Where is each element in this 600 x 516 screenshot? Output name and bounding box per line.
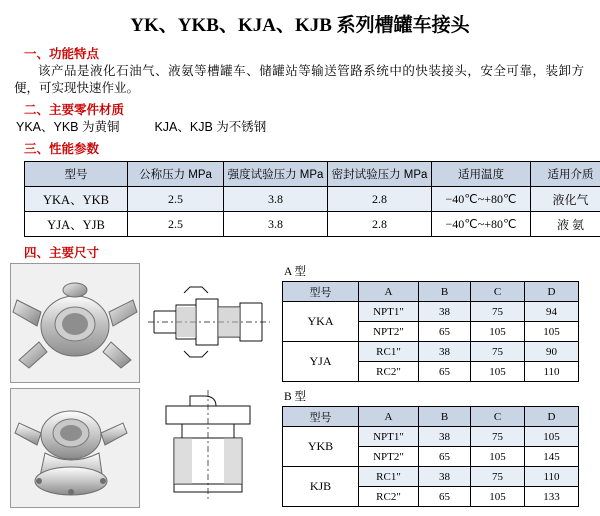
table-row — [283, 467, 579, 487]
dima-r1-c1: NPT2" — [359, 322, 419, 342]
coupling-photo-a — [10, 263, 140, 383]
coupling-drawing-b — [144, 388, 274, 506]
table-row — [283, 427, 579, 447]
dima-r3-c1: RC2" — [359, 362, 419, 382]
section-heading-material: 二、主要零件材质 — [24, 103, 125, 117]
dimb-r2-c2: 38 — [419, 467, 471, 487]
dimb-r2-c1: RC1" — [359, 467, 419, 487]
performance-table — [24, 161, 600, 237]
dimb-r1-c1: NPT2" — [359, 447, 419, 467]
perf-r1-c0: YJA、YJB — [25, 212, 128, 237]
dima-r3-c2: 65 — [419, 362, 471, 382]
perf-col-4: 适用温度 — [432, 162, 531, 187]
dimb-col-2: B — [419, 407, 471, 427]
perf-r0-c1: 2.5 — [128, 187, 224, 212]
type-label-a: A 型 — [284, 266, 307, 278]
perf-r0-c4: −40℃~+80℃ — [432, 187, 531, 212]
dimb-group-0: YKB — [283, 427, 359, 467]
dimb-r2-c4: 110 — [525, 467, 579, 487]
perf-col-2: 强度试验压力 MPa — [224, 162, 328, 187]
dima-r2-c1: RC1" — [359, 342, 419, 362]
perf-r1-c2: 3.8 — [224, 212, 328, 237]
perf-col-5: 适用介质 — [531, 162, 600, 187]
dimb-r3-c1: RC2" — [359, 487, 419, 507]
table-header-row — [283, 407, 579, 427]
dima-r0-c2: 38 — [419, 302, 471, 322]
section-heading-dimensions: 四、主要尺寸 — [24, 246, 100, 260]
table-row — [283, 342, 579, 362]
perf-r1-c1: 2.5 — [128, 212, 224, 237]
dimension-block-b — [10, 388, 590, 508]
type-label-b: B 型 — [284, 391, 307, 403]
material-left: YKA、YKB 为黄铜 — [16, 120, 120, 134]
features-body: 该产品是液化石油气、液氨等槽罐车、储罐站等输送管路系统中的快装接头，安全可靠，装卸方便，可实现快速作业。 — [14, 64, 584, 95]
dimb-r1-c4: 145 — [525, 447, 579, 467]
dimension-table-a-area — [282, 263, 590, 382]
dima-col-2: B — [419, 282, 471, 302]
dimb-col-0: 型号 — [283, 407, 359, 427]
table-header-row — [283, 282, 579, 302]
dimension-table-a — [282, 281, 579, 382]
dimb-group-1: KJB — [283, 467, 359, 507]
dimb-r3-c4: 133 — [525, 487, 579, 507]
dima-col-3: C — [471, 282, 525, 302]
perf-col-0: 型号 — [25, 162, 128, 187]
dimension-table-b-area — [282, 388, 590, 507]
dimb-r0-c2: 38 — [419, 427, 471, 447]
dimb-r0-c1: NPT1" — [359, 427, 419, 447]
material-line — [16, 119, 590, 136]
dimb-col-4: D — [525, 407, 579, 427]
dima-r1-c3: 105 — [471, 322, 525, 342]
dimb-r0-c3: 75 — [471, 427, 525, 447]
dimb-r3-c2: 65 — [419, 487, 471, 507]
section-heading-performance: 三、性能参数 — [24, 142, 100, 156]
dima-group-0: YKA — [283, 302, 359, 342]
perf-r0-c0: YKA、YKB — [25, 187, 128, 212]
dima-col-4: D — [525, 282, 579, 302]
perf-r1-c4: −40℃~+80℃ — [432, 212, 531, 237]
table-row — [283, 302, 579, 322]
dimension-table-b — [282, 406, 579, 507]
dima-r3-c4: 110 — [525, 362, 579, 382]
perf-r1-c3: 2.8 — [328, 212, 432, 237]
dima-group-1: YJA — [283, 342, 359, 382]
section-heading-features: 一、功能特点 — [24, 47, 100, 61]
dima-r2-c3: 75 — [471, 342, 525, 362]
material-right: KJA、KJB 为不锈钢 — [154, 120, 267, 134]
page-title: YK、YKB、KJA、KJB 系列槽罐车接头 — [130, 15, 470, 36]
coupling-photo-b — [10, 388, 140, 508]
perf-col-3: 密封试验压力 MPa — [328, 162, 432, 187]
perf-col-1: 公称压力 MPa — [128, 162, 224, 187]
perf-r0-c3: 2.8 — [328, 187, 432, 212]
dima-r0-c3: 75 — [471, 302, 525, 322]
dimb-r2-c3: 75 — [471, 467, 525, 487]
coupling-drawing-b-art — [144, 388, 274, 506]
dimension-block-a — [10, 263, 590, 383]
dima-r2-c2: 38 — [419, 342, 471, 362]
dima-col-0: 型号 — [283, 282, 359, 302]
dimb-r3-c3: 105 — [471, 487, 525, 507]
perf-r0-c5: 液化气 — [531, 187, 600, 212]
dima-r3-c3: 105 — [471, 362, 525, 382]
dimb-r1-c2: 65 — [419, 447, 471, 467]
dima-r2-c4: 90 — [525, 342, 579, 362]
table-header-row — [25, 162, 600, 187]
coupling-photo-b-art — [11, 389, 139, 507]
dimb-col-3: C — [471, 407, 525, 427]
dima-r0-c4: 94 — [525, 302, 579, 322]
dimb-col-1: A — [359, 407, 419, 427]
dima-r1-c4: 105 — [525, 322, 579, 342]
perf-r0-c2: 3.8 — [224, 187, 328, 212]
dima-col-1: A — [359, 282, 419, 302]
table-row — [25, 187, 600, 212]
dimensions-area — [10, 263, 590, 508]
dimb-r1-c3: 105 — [471, 447, 525, 467]
coupling-drawing-a — [144, 263, 274, 381]
coupling-photo-a-art — [11, 264, 139, 382]
dima-r0-c1: NPT1" — [359, 302, 419, 322]
dima-r1-c2: 65 — [419, 322, 471, 342]
coupling-drawing-a-art — [144, 263, 274, 381]
dimb-r0-c4: 105 — [525, 427, 579, 447]
perf-r1-c5: 液 氨 — [531, 212, 600, 237]
table-row — [25, 212, 600, 237]
